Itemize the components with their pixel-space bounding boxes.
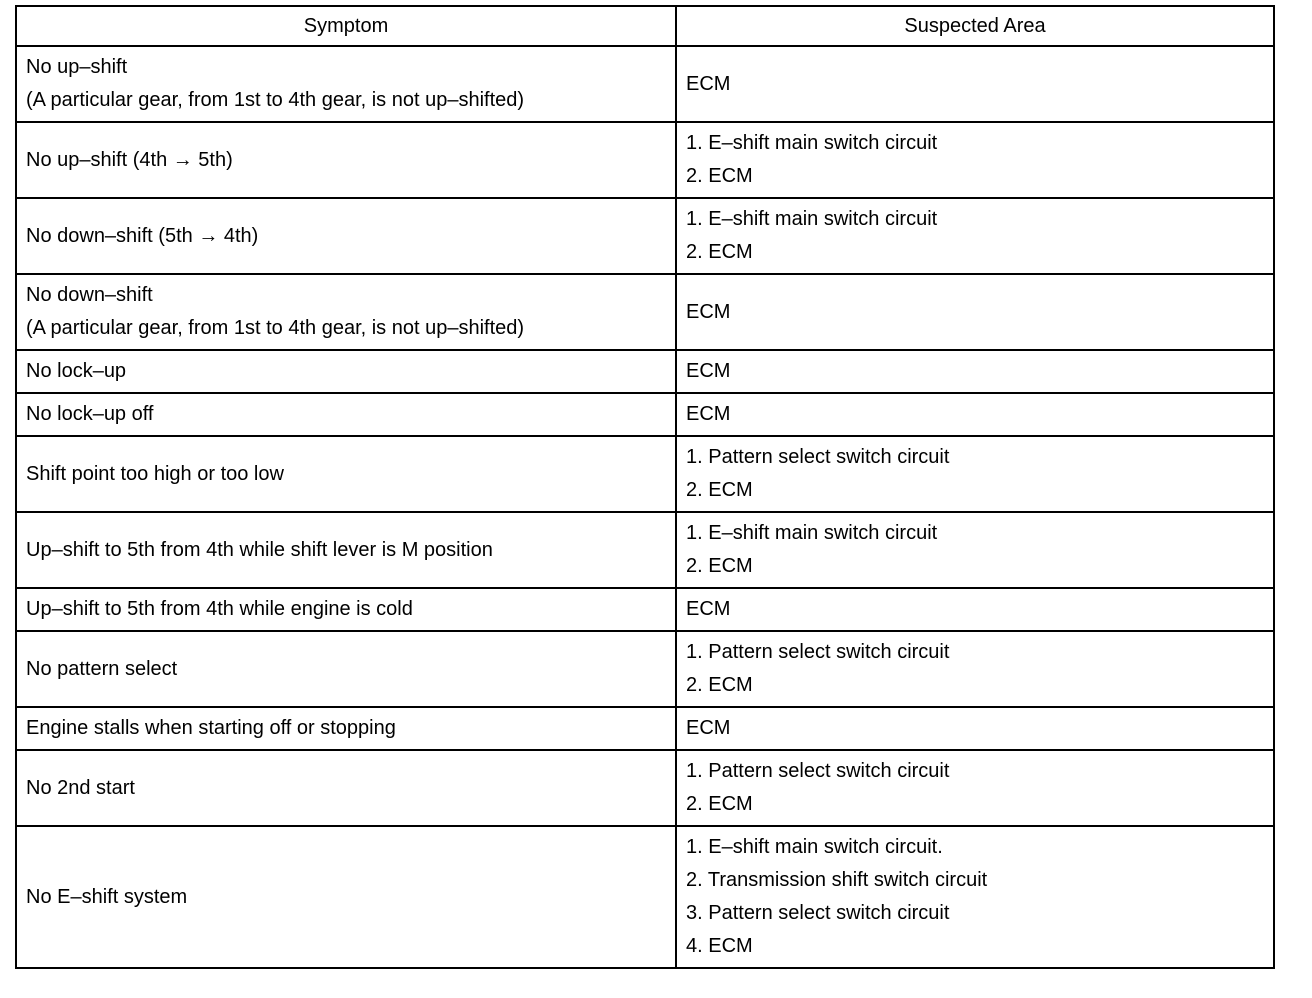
table-row — [16, 707, 1274, 750]
table-row — [16, 274, 1274, 350]
suspected-area-cell — [676, 436, 1274, 512]
symptom-cell — [16, 750, 676, 826]
suspected-area-text: 1. E–shift main switch circuit — [686, 522, 938, 544]
table-row — [16, 122, 1274, 198]
troubleshooting-table-container — [15, 5, 1273, 969]
symptom-text: Shift point too high or too low — [26, 462, 284, 485]
symptom-cell — [16, 631, 676, 707]
symptom-text: No pattern select — [26, 657, 178, 680]
suspected-area-cell — [676, 122, 1274, 198]
table-row — [16, 198, 1274, 274]
symptom-text: Up–shift to 5th from 4th while shift lever is M position — [26, 538, 493, 561]
header-row — [16, 6, 1274, 46]
suspected-area-text: 2. ECM — [686, 793, 753, 815]
table-row — [16, 750, 1274, 826]
suspected-area-text: ECM — [686, 717, 731, 739]
table-row — [16, 588, 1274, 631]
suspected-area-text: ECM — [686, 72, 731, 95]
symptom-text: No up–shift — [26, 56, 128, 78]
symptom-cell — [16, 826, 676, 968]
table-row — [16, 393, 1274, 436]
suspected-area-text: 1. Pattern select switch circuit — [686, 446, 950, 468]
suspected-area-text: 2. ECM — [686, 555, 753, 577]
symptom-cell — [16, 436, 676, 512]
table-row — [16, 631, 1274, 707]
suspected-area-text: ECM — [686, 360, 731, 382]
symptom-text: No lock–up off — [26, 403, 154, 425]
suspected-area-text: 2. ECM — [686, 674, 753, 696]
suspected-area-cell — [676, 631, 1274, 707]
suspected-area-cell — [676, 198, 1274, 274]
header-symptom: Symptom — [16, 6, 676, 46]
symptom-text: Up–shift to 5th from 4th while engine is cold — [26, 598, 413, 620]
suspected-area-cell — [676, 393, 1274, 436]
suspected-area-cell — [676, 707, 1274, 750]
symptom-cell — [16, 588, 676, 631]
suspected-area-text: 1. E–shift main switch circuit — [686, 208, 938, 230]
table-body — [16, 46, 1274, 968]
table-row — [16, 512, 1274, 588]
symptom-text: No down–shift (5th → 4th) — [26, 224, 259, 247]
symptom-cell — [16, 393, 676, 436]
suspected-area-cell — [676, 750, 1274, 826]
suspected-area-text: 2. Transmission shift switch circuit — [686, 869, 988, 891]
symptom-table — [15, 5, 1275, 969]
suspected-area-text: ECM — [686, 300, 731, 323]
symptom-text: (A particular gear, from 1st to 4th gear, is not up–shifted) — [26, 317, 525, 339]
symptom-cell — [16, 122, 676, 198]
suspected-area-text: 1. E–shift main switch circuit. — [686, 836, 943, 858]
suspected-area-text: ECM — [686, 403, 731, 425]
symptom-text: No down–shift — [26, 284, 153, 306]
suspected-area-text: 3. Pattern select switch circuit — [686, 902, 950, 924]
suspected-area-cell — [676, 512, 1274, 588]
suspected-area-cell — [676, 826, 1274, 968]
symptom-text: No E–shift system — [26, 885, 188, 908]
suspected-area-text: 2. ECM — [686, 479, 753, 501]
suspected-area-text: 1. E–shift main switch circuit — [686, 132, 938, 154]
suspected-area-text: 2. ECM — [686, 241, 753, 263]
suspected-area-text: 1. Pattern select switch circuit — [686, 641, 950, 663]
symptom-text: No lock–up — [26, 360, 127, 382]
symptom-cell — [16, 707, 676, 750]
table-row — [16, 350, 1274, 393]
symptom-cell — [16, 350, 676, 393]
suspected-area-cell — [676, 350, 1274, 393]
symptom-cell — [16, 274, 676, 350]
symptom-cell — [16, 46, 676, 122]
symptom-text: No up–shift (4th → 5th) — [26, 148, 233, 171]
symptom-text: (A particular gear, from 1st to 4th gear, is not up–shifted) — [26, 89, 525, 111]
table-row — [16, 436, 1274, 512]
suspected-area-cell — [676, 46, 1274, 122]
suspected-area-text: 4. ECM — [686, 935, 753, 957]
table-row — [16, 826, 1274, 968]
header-suspected-area: Suspected Area — [676, 6, 1274, 46]
table-row — [16, 46, 1274, 122]
symptom-cell — [16, 512, 676, 588]
suspected-area-text: 1. Pattern select switch circuit — [686, 760, 950, 782]
table-header — [16, 6, 1274, 46]
suspected-area-text: 2. ECM — [686, 165, 753, 187]
symptom-text: No 2nd start — [26, 776, 135, 799]
symptom-text: Engine stalls when starting off or stopping — [26, 717, 396, 739]
symptom-cell — [16, 198, 676, 274]
suspected-area-cell — [676, 274, 1274, 350]
suspected-area-cell — [676, 588, 1274, 631]
suspected-area-text: ECM — [686, 598, 731, 620]
